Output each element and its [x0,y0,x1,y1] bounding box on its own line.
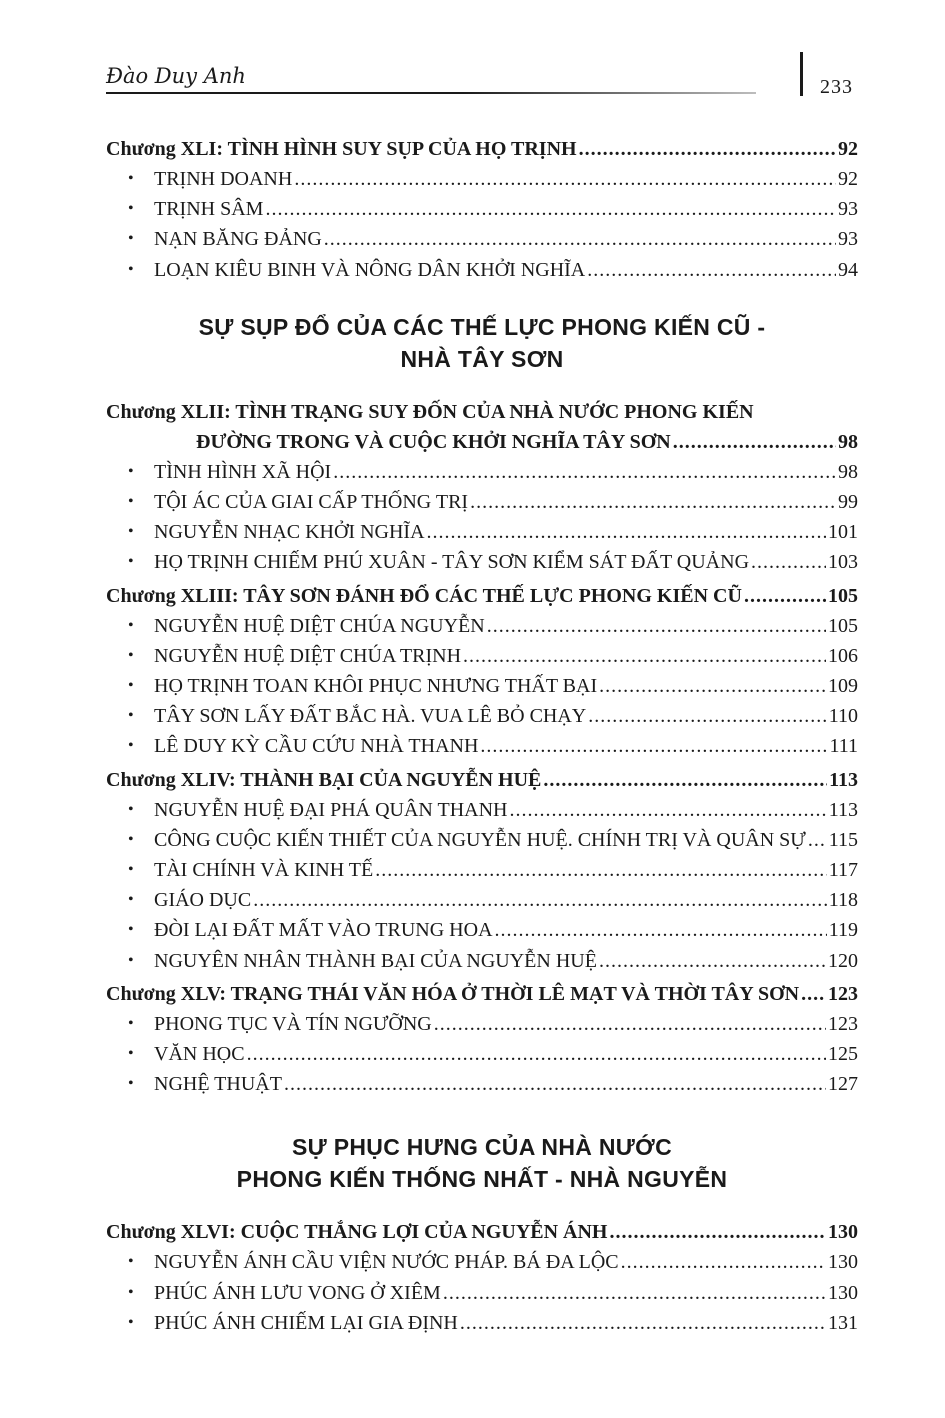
toc-entry[interactable] [106,701,858,731]
entry-page: 123 [828,1012,858,1035]
entry-page: 117 [828,859,858,882]
bullet-icon: • [128,523,134,541]
toc-entry[interactable] [106,1247,858,1277]
entry-label: VĂN HỌC [154,1043,245,1066]
bullet-icon: • [128,260,134,278]
bullet-icon: • [128,1014,134,1032]
entry-page: 125 [828,1043,858,1066]
chapter-heading[interactable] [106,397,858,457]
bullet-icon: • [128,891,134,909]
entry-label: ĐÒI LẠI ĐẤT MẤT VÀO TRUNG HOA [154,919,493,942]
toc-entry[interactable] [106,1009,858,1039]
chapter-items [106,795,858,976]
part-heading [106,1131,858,1195]
entry-label: NGUYỄN HUỆ ĐẠI PHÁ QUÂN THANH [154,798,508,821]
entry-label: NẠN BĂNG ĐẢNG [154,228,322,251]
entry-label: TỘI ÁC CỦA GIAI CẤP THỐNG TRỊ [154,491,469,514]
dot-leader [621,1247,826,1277]
toc-entry[interactable] [106,855,858,885]
entry-page: 127 [828,1073,858,1096]
entry-page: 101 [828,521,858,544]
dot-leader [333,457,836,487]
entry-page: 131 [828,1311,858,1334]
entry-label: NGUYỄN HUỆ DIỆT CHÚA TRỊNH [154,644,462,667]
bullet-icon: • [128,1253,134,1271]
bullet-icon: • [128,737,134,755]
bullet-icon: • [128,553,134,571]
dot-leader [463,641,826,671]
toc-entry[interactable] [106,255,858,285]
toc-entry[interactable] [106,1278,858,1308]
toc-entry[interactable] [106,1039,858,1069]
entry-page: 106 [828,644,858,667]
dot-leader [751,547,826,577]
entry-page: 115 [828,828,858,851]
bullet-icon: • [128,200,134,218]
chapter-page: 105 [828,584,858,607]
table-of-contents [106,134,858,1338]
entry-label: TRỊNH SÂM [154,198,264,221]
entry-label: HỌ TRỊNH CHIẾM PHÚ XUÂN - TÂY SƠN KIỂM SÁT ĐẤT QUẢNG [154,551,750,574]
dot-leader [587,255,836,285]
bullet-icon: • [128,861,134,879]
chapter-title: Chương XLIV: THÀNH BẠI CỦA NGUYỄN HUỆ [106,768,542,791]
bullet-icon: • [128,230,134,248]
chapter-title: Chương XLII: TÌNH TRẠNG SUY ĐỐN CỦA NHÀ NƯỚC PHONG KIẾN [106,400,754,423]
dot-leader [801,979,826,1009]
bullet-icon: • [128,951,134,969]
toc-entry[interactable] [106,164,858,194]
entry-page: 130 [828,1251,858,1274]
chapter-items [106,1009,858,1100]
dot-leader [470,487,836,517]
chapter-title: Chương XLI: TÌNH HÌNH SUY SỤP CỦA HỌ TRỊNH [106,138,577,160]
dot-leader [443,1278,826,1308]
toc-entry[interactable] [106,825,858,855]
chapter-items [106,457,858,578]
entry-label: TÌNH HÌNH XÃ HỘI [154,460,332,483]
entry-page: 103 [828,551,858,574]
entry-label: TÂY SƠN LẤY ĐẤT BẮC HÀ. VUA LÊ BỎ CHẠY [154,705,587,728]
header-vertical-bar [800,52,803,96]
header-rule [106,92,756,94]
bullet-icon: • [128,1283,134,1301]
dot-leader [673,427,836,457]
dot-leader [579,134,836,164]
toc-entry[interactable] [106,457,858,487]
chapter-heading[interactable] [106,765,858,795]
entry-label: NGUYỄN HUỆ DIỆT CHÚA NGUYỄN [154,614,485,637]
chapter-heading[interactable] [106,134,858,164]
entry-page: 99 [838,491,858,514]
chapter-title: Chương XLIII: TÂY SƠN ĐÁNH ĐỔ CÁC THẾ LỰC PHONG KIẾN CŨ [106,584,742,607]
toc-entry[interactable] [106,671,858,701]
bullet-icon: • [128,462,134,480]
toc-entry[interactable] [106,194,858,224]
chapter-items [106,1247,858,1338]
toc-entry[interactable] [106,946,858,976]
entry-page: 118 [828,889,858,912]
toc-entry[interactable] [106,517,858,547]
entry-label: LOẠN KIÊU BINH VÀ NÔNG DÂN KHỞI NGHĨA [154,258,586,281]
entry-label: NGUYÊN NHÂN THÀNH BẠI CỦA NGUYỄN HUỆ [154,949,597,972]
bullet-icon: • [128,800,134,818]
bullet-icon: • [128,616,134,634]
chapter-page: 130 [828,1221,858,1244]
chapter-page: 113 [829,768,858,791]
dot-leader [588,701,826,731]
entry-label: GIÁO DỤC [154,889,252,912]
dot-leader [480,731,827,761]
entry-page: 94 [838,258,858,281]
dot-leader [487,611,826,641]
entry-page: 119 [828,919,858,942]
page-number: 233 [820,76,853,98]
bullet-icon: • [128,1075,134,1093]
bullet-icon: • [128,707,134,725]
toc-entry[interactable] [106,731,858,761]
dot-leader [609,1217,826,1247]
entry-label: LÊ DUY KỲ CẦU CỨU NHÀ THANH [154,735,479,758]
entry-page: 113 [828,798,858,821]
toc-entry[interactable] [106,487,858,517]
part-heading [106,311,858,375]
bullet-icon: • [128,170,134,187]
toc-entry[interactable] [106,795,858,825]
entry-label: TRỊNH DOANH [154,168,293,190]
entry-page: 93 [838,198,858,221]
entry-page: 109 [828,675,858,698]
entry-label: PHÚC ÁNH LƯU VONG Ở XIÊM [154,1281,441,1304]
entry-page: 92 [838,168,858,190]
chapter-title: Chương XLV: TRẠNG THÁI VĂN HÓA Ở THỜI LÊ MẠT VÀ THỜI TÂY SƠN [106,982,800,1005]
entry-label: HỌ TRỊNH TOAN KHÔI PHỤC NHƯNG THẤT BẠI [154,675,598,698]
dot-leader [294,164,836,194]
bullet-icon: • [128,921,134,939]
bullet-icon: • [128,1045,134,1063]
part-heading-line: NHÀ TÂY SƠN [400,345,564,372]
chapter-page: 98 [838,430,858,453]
dot-leader [434,1009,826,1039]
dot-leader [510,795,827,825]
entry-page: 120 [828,949,858,972]
chapter-items [106,611,858,762]
entry-label: NGHỆ THUẬT [154,1073,282,1096]
chapter-items [106,164,858,285]
entry-page: 105 [828,614,858,637]
entry-page: 130 [828,1281,858,1304]
dot-leader [427,517,826,547]
part-heading-line: SỰ PHỤC HƯNG CỦA NHÀ NƯỚC [292,1134,672,1161]
part-heading-line: PHONG KIẾN THỐNG NHẤT - NHÀ NGUYỄN [236,1166,728,1193]
dot-leader [599,671,826,701]
bullet-icon: • [128,493,134,511]
entry-label: NGUYỄN NHẠC KHỞI NGHĨA [154,521,425,544]
entry-label: NGUYỄN ÁNH CẦU VIỆN NƯỚC PHÁP. BÁ ĐA LỘC [154,1251,619,1274]
chapter-heading[interactable] [106,581,858,611]
chapter-title: Chương XLVI: CUỘC THẮNG LỢI CỦA NGUYỄN ÁNH [106,1221,608,1244]
dot-leader [744,581,826,611]
toc-entry[interactable] [106,1308,858,1338]
toc-entry[interactable] [106,885,858,915]
toc-entry[interactable] [106,1069,858,1099]
dot-leader [247,1039,826,1069]
dot-leader [375,855,826,885]
chapter-page: 92 [838,138,858,160]
entry-label: TÀI CHÍNH VÀ KINH TẾ [154,859,374,882]
toc-entry[interactable] [106,547,858,577]
bullet-icon: • [128,646,134,664]
entry-page: 110 [828,705,858,728]
dot-leader [460,1308,826,1338]
bullet-icon: • [128,1313,134,1331]
dot-leader [543,765,827,795]
bullet-icon: • [128,830,134,848]
chapter-heading[interactable] [106,1217,858,1247]
entry-page: 93 [838,228,858,251]
dot-leader [284,1069,826,1099]
entry-label: CÔNG CUỘC KIẾN THIẾT CỦA NGUYỄN HUỆ. CHÍNH TRỊ VÀ QUÂN SỰ [154,828,806,851]
toc-entry[interactable] [106,915,858,945]
entry-page: 111 [829,735,858,758]
dot-leader [253,885,827,915]
part-heading-line: SỰ SỤP ĐỔ CỦA CÁC THẾ LỰC PHONG KIẾN CŨ - [198,313,766,340]
chapter-page: 123 [828,982,858,1005]
dot-leader [808,825,827,855]
entry-label: PHONG TỤC VÀ TÍN NGƯỠNG [154,1012,432,1035]
toc-entry[interactable] [106,224,858,254]
dot-leader [495,915,827,945]
entry-page: 98 [838,460,858,483]
chapter-heading[interactable] [106,979,858,1009]
dot-leader [599,946,826,976]
running-header-author: Đào Duy Anh [106,64,246,88]
entry-label: PHÚC ÁNH CHIẾM LẠI GIA ĐỊNH [154,1311,458,1334]
dot-leader [265,194,836,224]
chapter-title-continued: ĐƯỜNG TRONG VÀ CUỘC KHỞI NGHĨA TÂY SƠN [196,430,671,453]
bullet-icon: • [128,677,134,695]
toc-entry[interactable] [106,641,858,671]
dot-leader [324,224,836,254]
toc-entry[interactable] [106,611,858,641]
